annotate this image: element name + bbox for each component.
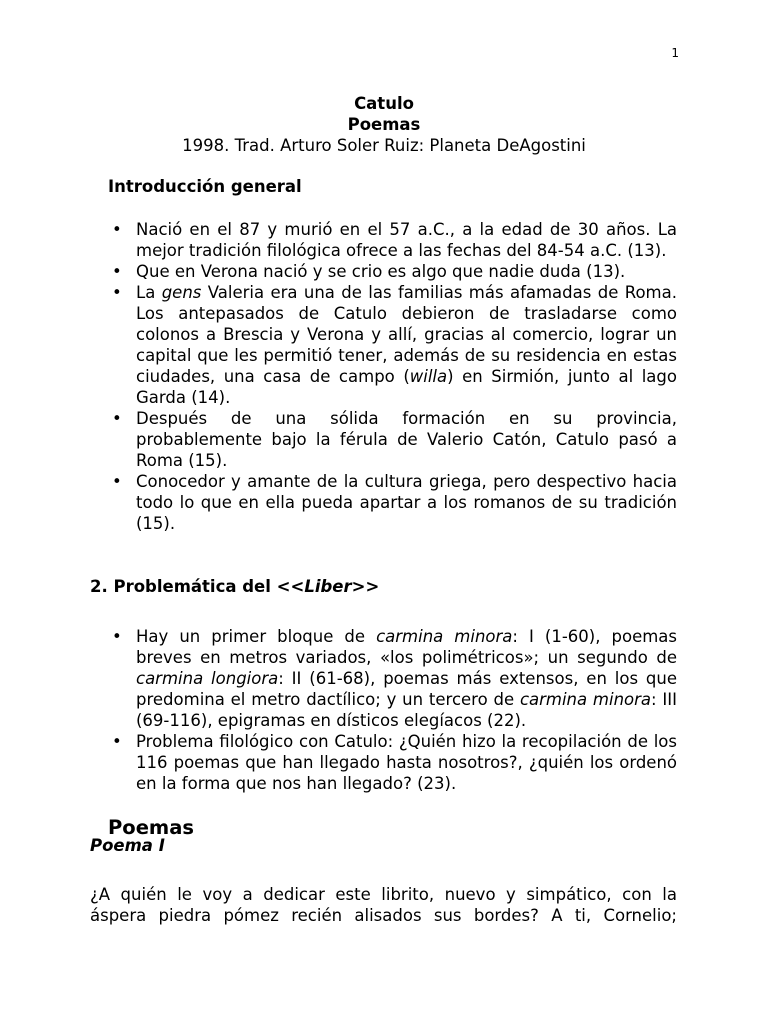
- poems-heading: Poemas: [108, 816, 194, 839]
- italic-term: gens: [161, 283, 202, 302]
- page-number: 1: [671, 46, 679, 60]
- italic-term: willa: [409, 367, 448, 386]
- list-item: • Después de una sólida formación en su provincia, probablemente bajo la férula de Valerio Catón, Catulo pasó a Roma (15).: [108, 408, 677, 471]
- section2-list: [108, 626, 677, 794]
- intro-heading: Introducción general: [108, 177, 302, 196]
- list-item: • Problema filológico con Catulo: ¿Quién hizo la recopilación de los 116 poemas que han llegado hasta nosotros?, ¿quién los ordenó en la forma que nos han llegado? (23).: [108, 731, 677, 794]
- document-author: Catulo: [354, 94, 414, 113]
- poem-line: áspera piedra pómez recién alisados sus bordes? A ti, Cornelio;: [90, 906, 677, 925]
- list-item: • Hay un primer bloque de carmina minora: I (1-60), poemas breves en metros variados, «los polimétricos»; un segundo de carmina longiora: II (61-68), poemas más extensos, en los que predomina el metro dactílico; y un tercero de carmina minora: III (69-116), epigramas en dísticos elegíacos (22).: [108, 626, 677, 731]
- list-item: • Que en Verona nació y se crio es algo que nadie duda (13).: [108, 261, 677, 282]
- italic-term: carmina minora: [376, 627, 513, 646]
- section2-heading: [90, 577, 379, 596]
- edition-line: 1998. Trad. Arturo Soler Ruiz: Planeta DeAgostini: [182, 136, 586, 155]
- poem-title: Poema I: [90, 836, 165, 855]
- poem-line: ¿A quién le voy a dedicar este librito, nuevo y simpático, con la: [90, 885, 677, 904]
- list-item: • Nació en el 87 y murió en el 57 a.C., a la edad de 30 años. La mejor tradición filológica ofrece a las fechas del 84-54 a.C. (13).: [108, 219, 677, 261]
- section2-heading-suffix: >>: [351, 577, 380, 596]
- list-item: • Conocedor y amante de la cultura griega, pero despectivo hacia todo lo que en ella pueda apartar a los romanos de su tradición (15).: [108, 471, 677, 534]
- italic-term: carmina minora: [519, 690, 652, 709]
- section2-heading-liber: Liber: [304, 577, 352, 596]
- list-item: • La gens Valeria era una de las familias más afamadas de Roma. Los antepasados de Catulo debieron de trasladarse como colonos a Brescia y Verona y allí, gracias al comercio, lograr un capital que les permitió tener, además de su residencia en estas ciudades, una casa de campo (willa) en Sirmión, junto al lago Garda (14).: [108, 282, 677, 408]
- intro-list: [108, 219, 677, 534]
- italic-term: carmina longiora: [136, 669, 279, 688]
- poem-text: [90, 884, 677, 926]
- section2-heading-prefix: 2. Problemática del <<: [90, 577, 305, 596]
- title-block: [90, 93, 678, 156]
- document-work-title: Poemas: [347, 115, 421, 134]
